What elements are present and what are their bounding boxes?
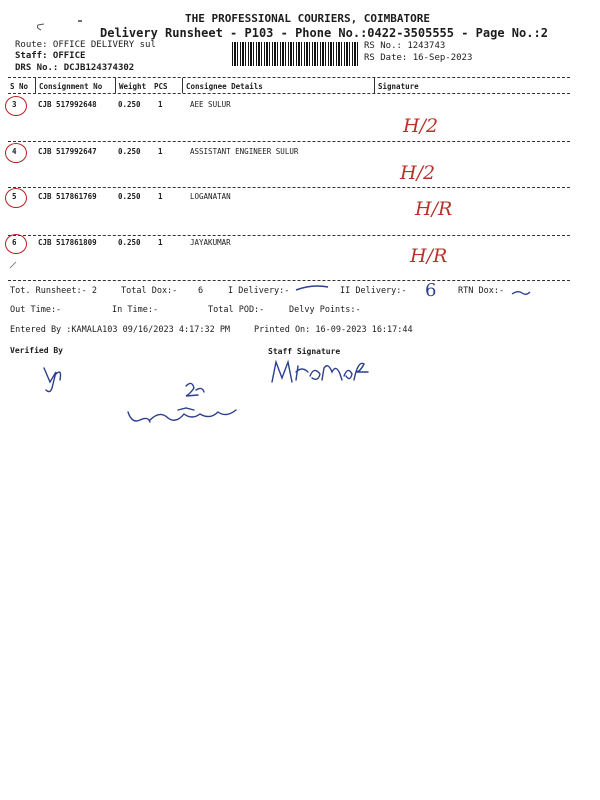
entered-by: Entered By :KAMALA103 09/16/2023 4:17:32 PM	[10, 325, 231, 335]
row-weight: 0.250	[118, 147, 141, 156]
row-signature: H/R	[410, 245, 448, 267]
column-header-consignee: Consignee Details	[186, 82, 263, 91]
row-sno: 4	[12, 147, 17, 156]
row-consignee: ASSISTANT ENGINEER SULUR	[190, 147, 299, 156]
column-header-signature: Signature	[378, 82, 419, 91]
verified-by-label: Verified By	[10, 346, 63, 355]
staff-label: Staff: OFFICE	[15, 51, 86, 61]
i-delivery-label: I Delivery:-	[228, 286, 290, 296]
row-pcs: 1	[158, 100, 163, 109]
row-sno: 3	[12, 100, 17, 109]
row-signature: H/R	[415, 198, 453, 220]
row-consignment: CJB 517992648	[38, 100, 97, 109]
row-weight: 0.250	[118, 100, 141, 109]
total-dox-label: Total Dox:-	[121, 286, 178, 296]
row-pcs: 1	[158, 147, 163, 156]
company-name: THE PROFESSIONAL COURIERS, COIMBATORE	[185, 12, 431, 25]
tot-runsheet: Tot. Runsheet:- 2	[10, 286, 97, 296]
printed-on: Printed On: 16-09-2023 16:17:44	[254, 325, 413, 335]
column-header-weight: Weight	[119, 82, 147, 91]
row-weight: 0.250	[118, 192, 141, 201]
row-consignment: CJB 517861809	[38, 238, 97, 247]
row-consignment: CJB 517861769	[38, 192, 97, 201]
row-signature: H/2	[403, 115, 439, 137]
column-header-pcs: PCS	[154, 82, 168, 91]
total-dox-value: 6	[198, 286, 204, 296]
row-weight: 0.250	[118, 238, 141, 247]
rs-date: RS Date: 16-Sep-2023	[364, 53, 473, 63]
ii-delivery-value: 6	[425, 280, 437, 301]
row-pcs: 1	[158, 238, 163, 247]
rtn-dox-label: RTN Dox:-	[458, 286, 505, 296]
row-consignee: JAYAKUMAR	[190, 238, 231, 247]
row-consignee: AEE SULUR	[190, 100, 231, 109]
delvy-points-label: Delvy Points:-	[289, 305, 361, 315]
row-consignment: CJB 517992647	[38, 147, 97, 156]
route-label: Route: OFFICE DELIVERY sul	[15, 40, 156, 50]
total-pod-label: Total POD:-	[208, 305, 265, 315]
ii-delivery-label: II Delivery:-	[340, 286, 407, 296]
in-time-label: In Time:-	[112, 305, 159, 315]
staff-signature-label: Staff Signature	[268, 347, 341, 356]
runsheet-title: Delivery Runsheet - P103 - Phone No.:0422-3505555 - Page No.:2	[100, 26, 548, 40]
out-time-label: Out Time:-	[10, 305, 62, 315]
row-sno: 6	[12, 238, 17, 247]
column-header-consignment: Consignment No	[39, 82, 103, 91]
column-header-sno: S No	[10, 82, 29, 91]
drs-number: DRS No.: DCJB124374302	[15, 63, 135, 73]
row-consignee: LOGANATAN	[190, 192, 231, 201]
row-sno: 5	[12, 192, 17, 201]
rs-number: RS No.: 1243743	[364, 41, 446, 51]
row-signature: H/2	[400, 162, 436, 184]
row-pcs: 1	[158, 192, 163, 201]
